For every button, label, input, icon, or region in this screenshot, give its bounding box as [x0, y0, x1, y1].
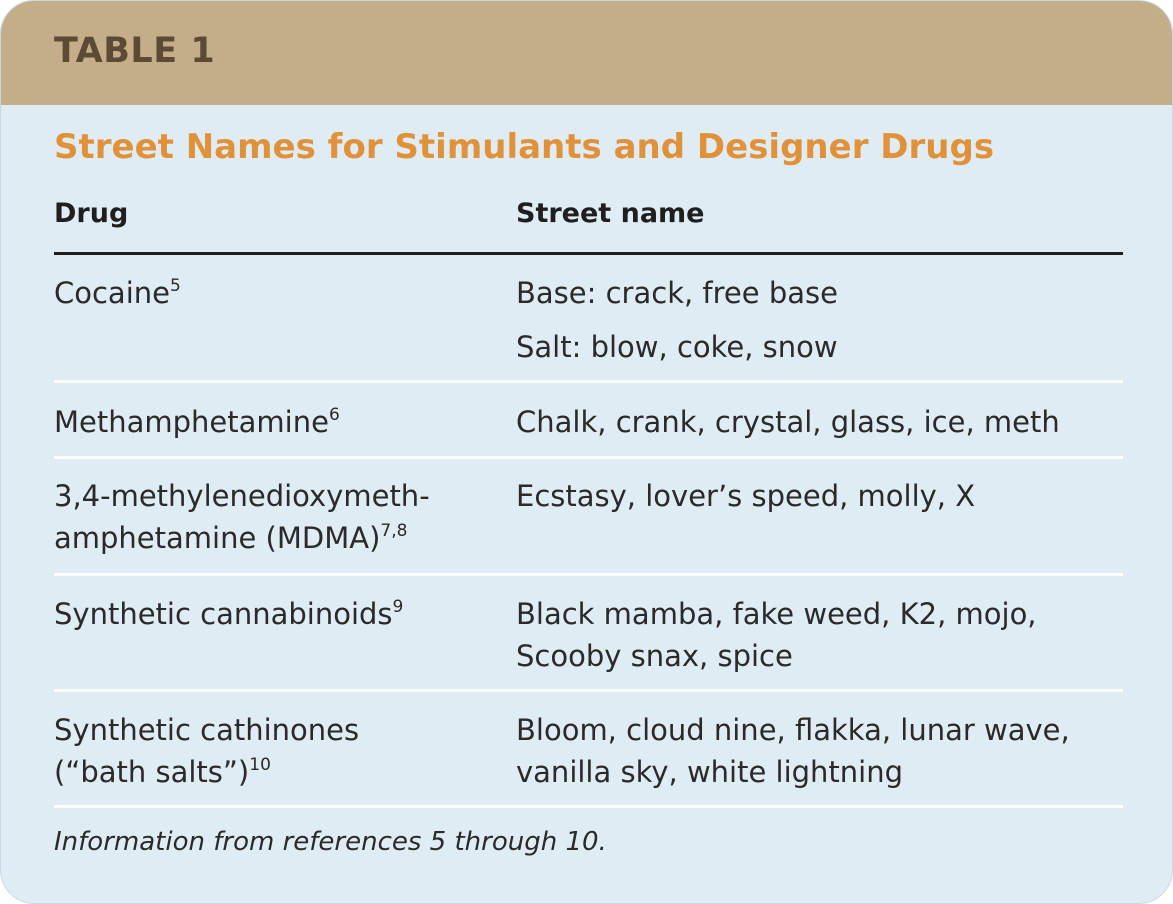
- table-row-street-name: Bloom, cloud nine, flakka, lunar wave,: [516, 713, 1070, 747]
- table-banner: [1, 1, 1172, 105]
- row-divider: [54, 380, 1123, 383]
- table-row-drug: amphetamine (MDMA)$^{7,8}$: [54, 521, 408, 555]
- column-header-drug: Drug: [54, 198, 129, 229]
- table-footnote: Information from references 5 through 10.: [54, 827, 607, 857]
- table-row-drug: Methamphetamine$^6$: [54, 405, 340, 439]
- table-heading: Street Names for Stimulants and Designer Drugs: [54, 127, 995, 167]
- table-row-street-name: vanilla sky, white lightning: [516, 755, 904, 789]
- table-row-drug: Cocaine$^5$: [54, 276, 181, 310]
- row-divider: [54, 805, 1123, 808]
- table-row-street-name: Base: crack, free base: [516, 276, 838, 310]
- table-row-drug: Synthetic cannabinoids$^9$: [54, 597, 404, 631]
- table-row-drug: 3,4-methylenedioxymeth-: [54, 479, 430, 513]
- row-divider: [54, 456, 1123, 459]
- column-header-street-name: Street name: [516, 198, 705, 229]
- table-row-drug: (“bath salts”)$^{10}$: [54, 755, 271, 789]
- table-row-street-name: Chalk, crank, crystal, glass, ice, meth: [516, 405, 1060, 439]
- table-label: TABLE 1: [54, 31, 216, 71]
- table-row-street-name: Ecstasy, lover’s speed, molly, X: [516, 479, 976, 513]
- table-row-street-name: Salt: blow, coke, snow: [516, 330, 838, 364]
- table-row-drug: Synthetic cathinones: [54, 713, 360, 747]
- table-row-street-name: Black mamba, fake weed, K2, mojo,: [516, 597, 1037, 631]
- table-row-street-name: Scooby snax, spice: [516, 639, 793, 673]
- header-rule: [54, 252, 1123, 255]
- row-divider: [54, 573, 1123, 576]
- row-divider: [54, 689, 1123, 692]
